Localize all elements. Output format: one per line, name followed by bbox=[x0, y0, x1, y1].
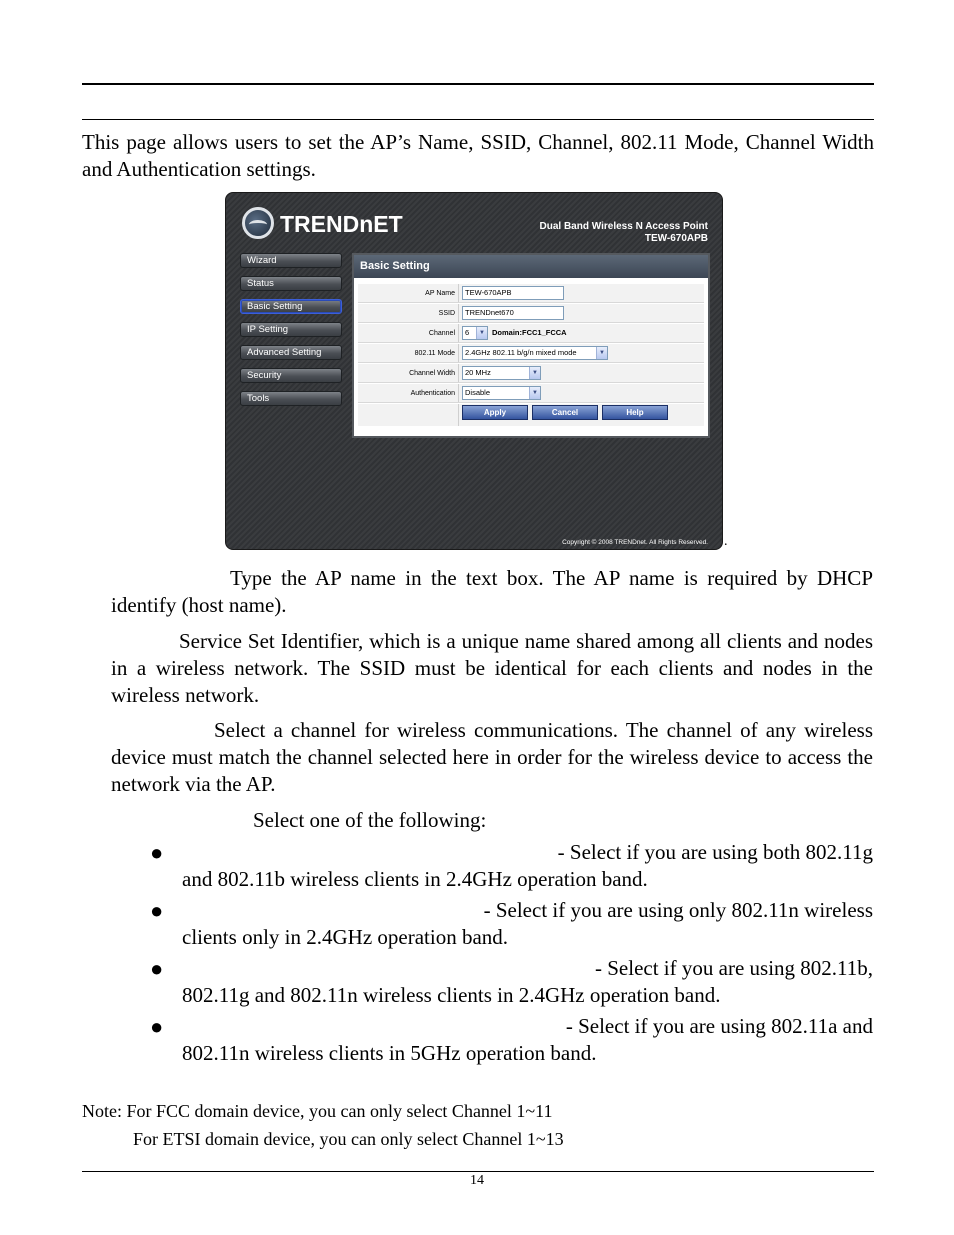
bullet-icon: ● bbox=[150, 1014, 164, 1039]
channel-width-row bbox=[358, 364, 704, 383]
ap-name-description: Type the AP name in the text box. The AP name is required by DHCP identify (host name). bbox=[111, 566, 873, 617]
nav-basic-setting[interactable]: Basic Setting bbox=[240, 299, 342, 314]
ssid-label: SSID bbox=[358, 304, 459, 322]
copyright-text: Copyright © 2008 TRENDnet. All Rights Reserved. bbox=[562, 539, 708, 546]
bullet-icon: ● bbox=[150, 898, 164, 923]
mode-label: 802.11 Mode bbox=[358, 344, 459, 362]
mode-select-value: 2.4GHz 802.11 b/g/n mixed mode bbox=[465, 348, 577, 357]
mode-intro: Select one of the following: bbox=[253, 808, 487, 832]
nav-security[interactable]: Security bbox=[240, 368, 342, 383]
mode-option-4-line1: - Select if you are using 802.11a and bbox=[565, 1014, 873, 1038]
nav-ip-setting[interactable]: IP Setting bbox=[240, 322, 342, 337]
product-title: Dual Band Wireless N Access Point bbox=[539, 221, 708, 232]
nav-status[interactable]: Status bbox=[240, 276, 342, 291]
footer-rule bbox=[82, 1171, 874, 1172]
mode-row bbox=[358, 344, 704, 363]
ap-name-label: AP Name bbox=[358, 284, 459, 302]
button-row bbox=[358, 404, 704, 426]
ssid-input[interactable]: TRENDnet670 bbox=[462, 306, 564, 320]
domain-text: Domain:FCC1_FCCA bbox=[492, 328, 567, 337]
mode-select[interactable] bbox=[462, 346, 608, 360]
nav-tools[interactable]: Tools bbox=[240, 391, 342, 406]
bullet-icon: ● bbox=[150, 956, 164, 981]
chevron-down-icon: ▼ bbox=[476, 327, 487, 339]
ssid-description: Service Set Identifier, which is a unique name shared among all clients and nodes in a wireless network. The SSID must be identical for each clients and nodes in the wireless network. bbox=[111, 629, 873, 707]
mode-option-2-line2: clients only in 2.4GHz operation band. bbox=[182, 925, 509, 949]
button-row-spacer bbox=[358, 404, 459, 426]
authentication-row bbox=[358, 384, 704, 403]
note-fcc: Note: For FCC domain device, you can only select Channel 1~11 bbox=[82, 1101, 553, 1121]
authentication-select[interactable] bbox=[462, 386, 541, 400]
chevron-down-icon: ▼ bbox=[529, 367, 540, 379]
mode-option-1-line2: and 802.11b wireless clients in 2.4GHz operation band. bbox=[182, 867, 648, 891]
nav-wizard[interactable]: Wizard bbox=[240, 253, 342, 268]
channel-label: Channel bbox=[358, 324, 459, 342]
note-etsi: For ETSI domain device, you can only select Channel 1~13 bbox=[133, 1129, 564, 1149]
channel-select-value: 6 bbox=[465, 328, 470, 337]
mode-option-1-line1: - Select if you are using both 802.11g bbox=[557, 840, 873, 864]
mode-option-4-line2: 802.11n wireless clients in 5GHz operation band. bbox=[182, 1041, 597, 1065]
authentication-label: Authentication bbox=[358, 384, 459, 402]
trendnet-logo-icon bbox=[242, 207, 274, 239]
section-rule bbox=[82, 119, 874, 120]
caption-period: . bbox=[724, 534, 728, 549]
bullet-icon: ● bbox=[150, 840, 164, 865]
nav-advanced-setting[interactable]: Advanced Setting bbox=[240, 345, 342, 360]
page-number: 14 bbox=[470, 1173, 484, 1188]
basic-setting-panel bbox=[352, 253, 710, 438]
ssid-row bbox=[358, 304, 704, 323]
intro-paragraph: This page allows users to set the AP’s Name, SSID, Channel, 802.11 Mode, Channel Width and Authentication settings. bbox=[82, 130, 874, 181]
product-model: TEW-670APB bbox=[644, 233, 708, 244]
channel-width-select[interactable] bbox=[462, 366, 541, 380]
header-rule bbox=[82, 83, 874, 85]
cancel-button[interactable]: Cancel bbox=[532, 405, 598, 420]
chevron-down-icon: ▼ bbox=[529, 387, 540, 399]
panel-title: Basic Setting bbox=[354, 255, 708, 278]
ap-name-row bbox=[358, 284, 704, 303]
channel-select[interactable] bbox=[462, 326, 488, 340]
basic-setting-screenshot bbox=[225, 192, 723, 550]
apply-button[interactable]: Apply bbox=[462, 405, 528, 420]
help-button[interactable]: Help bbox=[602, 405, 668, 420]
mode-option-3-line1: - Select if you are using 802.11b, bbox=[595, 956, 873, 980]
chevron-down-icon: ▼ bbox=[596, 347, 607, 359]
channel-row bbox=[358, 324, 704, 343]
mode-option-3-line2: 802.11g and 802.11n wireless clients in 2.4GHz operation band. bbox=[182, 983, 721, 1007]
brand-logo-text: TRENDnET bbox=[280, 211, 403, 237]
mode-option-2-line1: - Select if you are using only 802.11n wireless bbox=[483, 898, 873, 922]
channel-width-select-value: 20 MHz bbox=[465, 368, 491, 377]
authentication-select-value: Disable bbox=[465, 388, 491, 397]
ap-name-input[interactable]: TEW-670APB bbox=[462, 286, 564, 300]
channel-width-label: Channel Width bbox=[358, 364, 459, 382]
channel-description: Select a channel for wireless communications. The channel of any wireless device must match the channel selected here in order for the wireless device to access the network via the AP. bbox=[111, 718, 873, 796]
